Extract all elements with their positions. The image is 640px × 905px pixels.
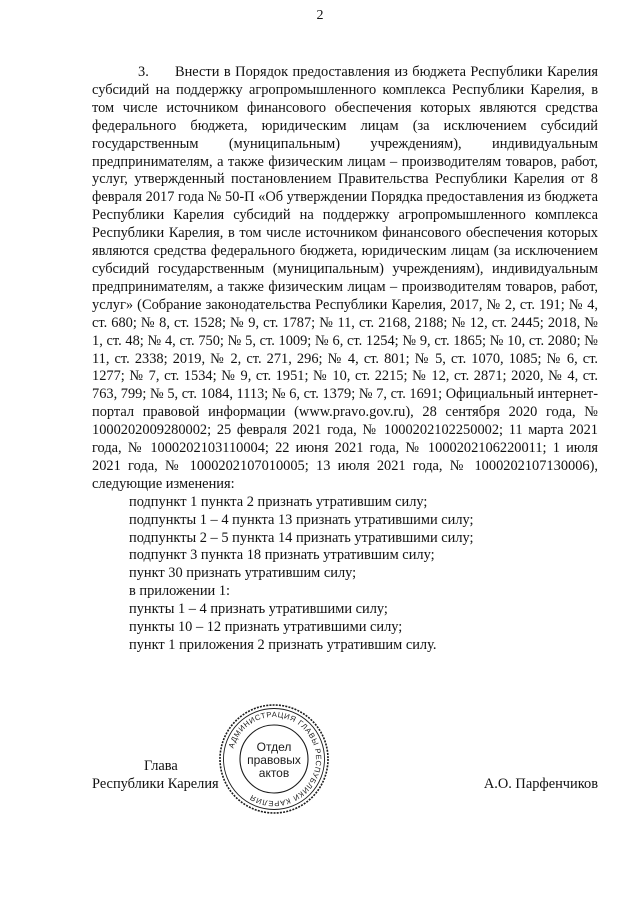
signatory-title-line1: Глава <box>144 758 178 774</box>
page-number: 2 <box>316 8 324 23</box>
changes-list <box>92 494 598 655</box>
stamp-center-line2: правовых <box>247 753 301 767</box>
signature-block <box>92 757 598 807</box>
list-item: подпункт 1 пункта 2 признать утратившим силу; <box>129 493 428 510</box>
stamp-ring-text: АДМИНИСТРАЦИЯ ГЛАВЫ РЕСПУБЛИКИ КАРЕЛИЯ <box>226 709 324 809</box>
stamp-seal <box>218 703 330 815</box>
stamp-center-line3: актов <box>258 766 290 780</box>
list-item: пункт 30 признать утратившим силу; <box>129 565 357 582</box>
signatory-title-line2: Республики Карелия <box>92 776 219 792</box>
stamp-center-line1: Отдел <box>256 740 292 754</box>
list-item: пункт 1 приложения 2 признать утратившим силу. <box>129 637 437 653</box>
signatory-name: А.О. Парфенчиков <box>483 776 598 792</box>
list-item: подпункты 2 – 5 пункта 14 признать утратившими силу; <box>129 529 474 546</box>
paragraph-3 <box>92 64 598 494</box>
list-item: подпункт 3 пункта 18 признать утратившим силу; <box>129 547 435 564</box>
list-item: пункты 10 – 12 признать утратившими силу; <box>129 619 403 636</box>
list-item: пункты 1 – 4 признать утратившими силу; <box>129 601 388 618</box>
list-item: в приложении 1: <box>129 583 231 600</box>
paragraph-text: Внести в Порядок предоставления из бюджета Республики Карелия субсидий на поддержку агропромышленного комплекса Республики Карелия, в том числе источником финансового обеспечения которых являются средства федерального бюджета, юридическим лицам (за исключением субсидий государственным (муниципальным) учреждениям), индивидуальным предпринимателям, а также физическим лицам – производителям товаров, работ, услуг, утвержденный постановлением Правительства Республики Карелия от 8 февраля 2017 года № 50-П «Об утверждении Порядка предоставления из бюджета Республики Карелия субсидий на поддержку агропромышленного комплекса Республики Карелия, в том числе источником финансового обеспечения которых являются средства федерального бюджета, юридическим лицам (за исключением субсидий государственным (муниципальным) учреждениям), индивидуальным предпринимателям, а также физическим лицам – производителям товаров, работ, услуг» (Собрание законодательства Республики Карелия, 2017, № 2, ст. 191; № 4, ст. 680; № 8, ст. 1528; № 9, ст. 1787; № 11, ст. 2168, 2188; № 12, ст. 2445; 2018, № 1, ст. 48; № 4, ст. 750; № 5, ст. 1009; № 6, ст. 1254; № 9, ст. 1865; № 10, ст. 2080; № 11, ст. 2338; 2019, № 2, ст. 271, 296; № 4, ст. 801; № 5, ст. 1070, 1085; № 6, ст. 1277; № 7, ст. 1534; № 9, ст. 1951; № 10, ст. 2215; № 12, ст. 2871; 2020, № 4, ст. 763, 799; № 5, ст. 1084, 1113; № 6, ст. 1379; № 7, ст. 1691; Официальный интернет-портал правовой информации (www.pravo.gov.ru), 28 сентября 2020 года, № 1000202009280002; 25 февраля 2021 года, № 1000202102250002; 11 марта 2021 года, № 1000202103110004; 22 июня 2021 года, № 1000202106220011; 1 июля 2021 года, № 1000202107010005; 13 июля 2021 года, № 1000202107130006), следующие изменения: <box>92 64 598 492</box>
document-body <box>92 64 598 655</box>
list-item: подпункты 1 – 4 пункта 13 признать утратившими силу; <box>129 511 474 528</box>
paragraph-number: 3. <box>138 64 149 80</box>
